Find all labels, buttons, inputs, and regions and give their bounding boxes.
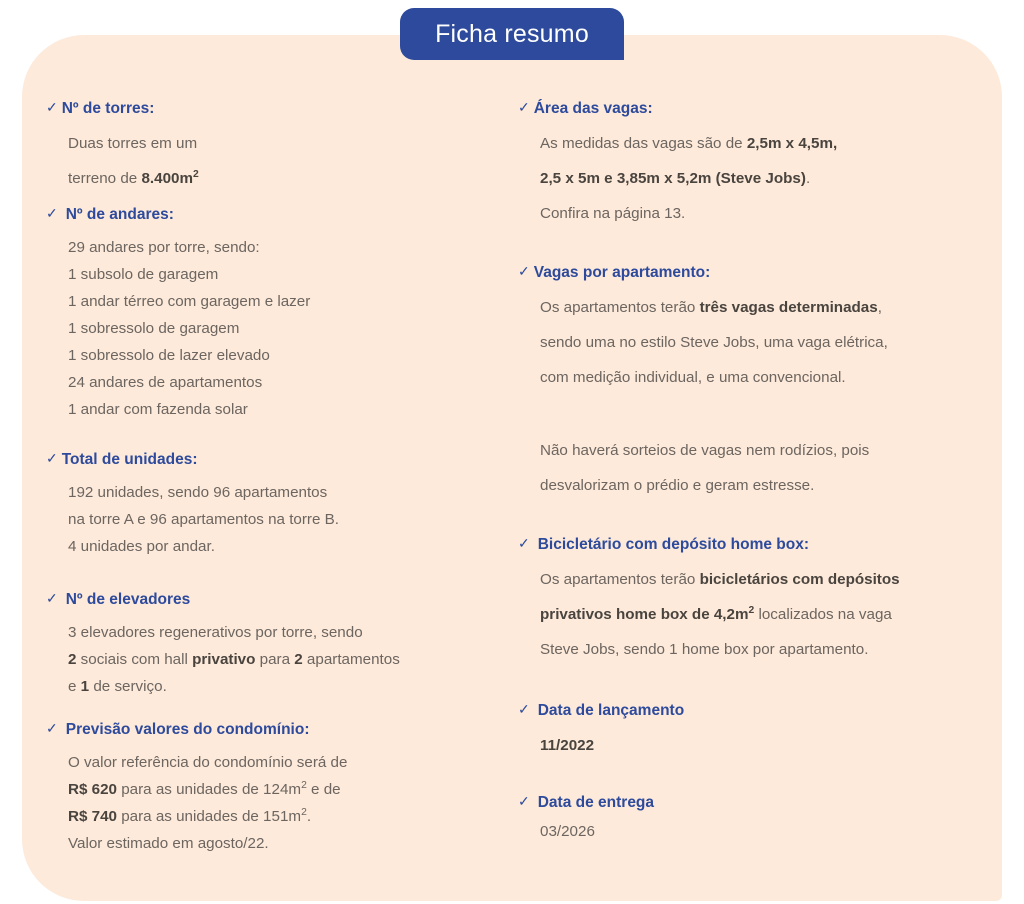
body-line: 29 andares por torre, sendo: <box>68 239 260 257</box>
body-line: Não haverá sorteios de vagas nem rodízios, pois <box>540 442 870 459</box>
section-numero-de-torres <box>46 99 199 196</box>
section-heading <box>46 590 400 609</box>
check-icon: ✓ <box>518 263 530 279</box>
body-line: 1 andar térreo com garagem e lazer <box>68 293 311 311</box>
section-numero-de-andares <box>46 205 310 423</box>
delivery-date-value: 03/2026 <box>540 823 595 841</box>
section-previsao-valores-condominio <box>46 720 347 857</box>
section-data-de-lancamento <box>518 701 684 759</box>
section-heading <box>518 701 684 720</box>
body-line: 24 andares de apartamentos <box>68 374 263 392</box>
section-heading <box>46 720 347 739</box>
check-icon: ✓ <box>518 99 530 115</box>
section-heading-label: Bicicletário com depósito home box: <box>537 536 810 553</box>
section-heading <box>518 535 900 554</box>
check-icon: ✓ <box>46 720 58 736</box>
section-area-das-vagas <box>518 99 837 231</box>
card-columns <box>22 35 1002 901</box>
section-heading-label: Data de entrega <box>537 794 655 811</box>
body-line: R$ 620 para as unidades de $124m^2$ e de <box>68 780 341 799</box>
body-line: 192 unidades, sendo 96 apartamentos <box>68 484 328 502</box>
launch-date-value: 11/2022 <box>540 737 595 755</box>
section-heading <box>518 793 654 812</box>
body-line: Steve Jobs, sendo 1 home box por apartamento. <box>540 641 869 659</box>
section-nota-sorteios <box>518 433 869 503</box>
section-heading-label: Nº de elevadores <box>65 591 191 608</box>
body-line: 3 elevadores regenerativos por torre, sendo <box>68 624 363 642</box>
check-icon: ✓ <box>46 450 58 466</box>
section-heading <box>46 205 310 224</box>
body-line: 1 sobressolo de garagem <box>68 320 240 338</box>
check-icon: ✓ <box>46 590 58 606</box>
section-heading-label: Total de unidades: <box>61 451 198 468</box>
section-body <box>518 732 684 759</box>
body-line: Duas torres em um <box>68 135 198 153</box>
section-body <box>518 433 869 503</box>
section-body <box>518 562 900 667</box>
body-line: sendo uma no estilo Steve Jobs, uma vaga elétrica, <box>540 334 888 352</box>
body-line: O valor referência do condomínio será de <box>68 754 348 772</box>
body-line: As medidas das vagas são de 2,5m x 4,5m, <box>540 135 838 153</box>
check-icon: ✓ <box>518 793 530 809</box>
section-heading-label: Previsão valores do condomínio: <box>65 721 310 738</box>
body-line: Os apartamentos terão três vagas determinadas, <box>540 299 882 317</box>
check-icon: ✓ <box>518 535 530 551</box>
summary-card <box>22 35 1002 901</box>
section-heading-label: Nº de andares: <box>65 206 174 223</box>
section-total-de-unidades <box>46 450 339 560</box>
section-heading-label: Data de lançamento <box>537 702 685 719</box>
section-body <box>46 479 339 560</box>
section-vagas-por-apartamento <box>518 263 888 395</box>
section-heading <box>518 263 888 282</box>
section-data-de-entrega <box>518 793 654 845</box>
section-body <box>518 818 654 845</box>
body-line: 4 unidades por andar. <box>68 538 215 556</box>
body-line <box>540 732 684 759</box>
section-heading <box>46 450 339 469</box>
check-icon: ✓ <box>518 701 530 717</box>
body-line: R$ 740 para as unidades de $151m^2$. <box>68 807 312 826</box>
section-body <box>46 749 347 857</box>
section-body <box>46 619 400 700</box>
body-line: 1 sobressolo de lazer elevado <box>68 347 270 365</box>
check-icon: ✓ <box>46 99 58 115</box>
section-body <box>46 126 199 196</box>
page-title: Ficha resumo <box>435 19 589 48</box>
body-line: privativos home box de $4,2m^2$ localizados na vaga <box>540 605 892 624</box>
section-heading <box>518 99 837 118</box>
body-line: 1 andar com fazenda solar <box>68 401 248 419</box>
check-icon: ✓ <box>46 205 58 221</box>
card-title-banner <box>400 8 624 60</box>
section-numero-de-elevadores <box>46 590 400 700</box>
body-line: e 1 de serviço. <box>68 678 167 696</box>
section-body <box>518 126 837 231</box>
section-heading <box>46 99 199 118</box>
body-line: na torre A e 96 apartamentos na torre B. <box>68 511 340 529</box>
body-line: 2,5 x 5m e 3,85m x 5,2m (Steve Jobs). <box>540 170 811 188</box>
section-body <box>46 234 310 423</box>
section-heading-label: Vagas por apartamento: <box>533 264 711 281</box>
section-body <box>518 290 888 395</box>
body-line: com medição individual, e uma convencional. <box>540 369 846 387</box>
body-line: 2 sociais com hall privativo para 2 apartamentos <box>68 651 400 669</box>
section-heading-label: Área das vagas: <box>533 100 653 117</box>
body-line: Valor estimado em agosto/22. <box>68 835 269 853</box>
section-heading-label: Nº de torres: <box>61 100 155 117</box>
body-line: terreno de $8.400m^2$ <box>68 169 199 188</box>
body-line: desvalorizam o prédio e geram estresse. <box>540 477 815 494</box>
body-line: Os apartamentos terão bicicletários com depósitos <box>540 571 900 589</box>
body-line: 1 subsolo de garagem <box>68 266 219 284</box>
body-line: Confira na página 13. <box>540 205 686 223</box>
section-bicicletario-home-box <box>518 535 900 667</box>
